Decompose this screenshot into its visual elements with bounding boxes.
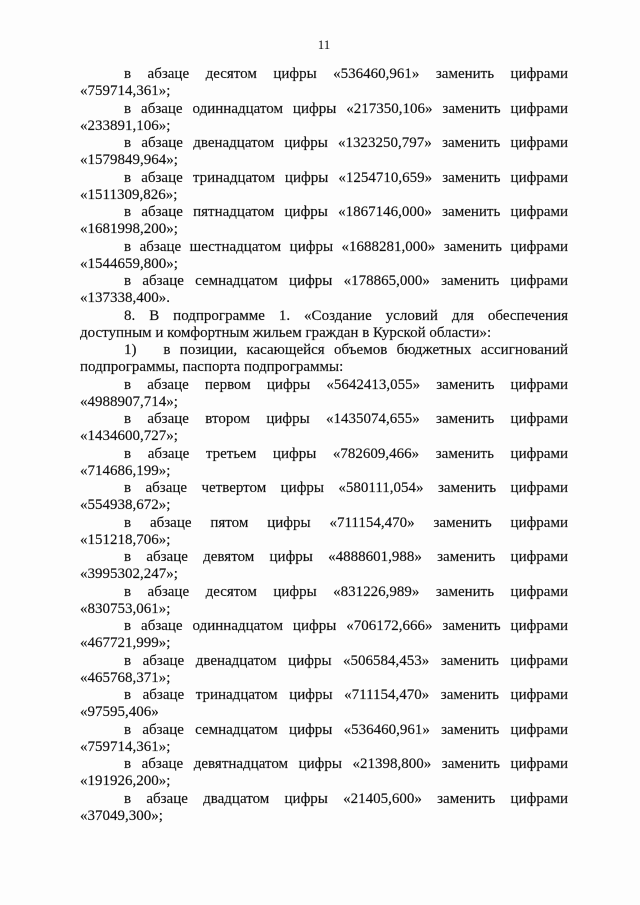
paragraph-last-line: «554938,672»; [80, 497, 171, 514]
amendment-paragraph [80, 135, 568, 170]
paragraph-first-line: 8. В подпрограмме 1. «Создание условий для обеспечения [124, 307, 568, 324]
paragraph-first-line: в абзаце двадцатом цифры «21405,600» заменить цифрами [124, 790, 568, 807]
amendment-paragraph [80, 411, 568, 446]
paragraph-first-line: в абзаце двенадцатом цифры «506584,453» заменить цифрами [124, 652, 568, 669]
amendment-paragraph [80, 653, 568, 688]
paragraph-last-line: «1544659,800»; [80, 255, 178, 272]
amendment-paragraph [80, 273, 568, 308]
paragraph-last-line: «830753,061»; [80, 600, 171, 617]
paragraph-first-line: в абзаце пятнадцатом цифры «1867146,000» заменить цифрами [124, 204, 568, 220]
paragraph-last-line: «1681998,200»; [80, 221, 178, 238]
amendment-paragraph [80, 549, 568, 584]
paragraph-first-line: в абзаце двенадцатом цифры «1323250,797» заменить цифрами [124, 135, 568, 151]
paragraph-first-line: в абзаце семнадцатом цифры «536460,961» заменить цифрами [124, 721, 568, 738]
paragraph-first-line: в абзаце одиннадцатом цифры «217350,106» заменить цифрами [124, 100, 568, 117]
amendment-paragraph [80, 239, 568, 274]
paragraph-first-line: в абзаце втором цифры «1435074,655» заменить цифрами [124, 411, 568, 427]
paragraph-first-line: в абзаце четвертом цифры «580111,054» заменить цифрами [124, 480, 568, 496]
amendment-paragraph [80, 584, 568, 619]
amendment-paragraph [80, 515, 568, 550]
amendment-paragraph [80, 377, 568, 412]
paragraph-last-line: «137338,400». [80, 290, 170, 307]
paragraph-last-line: «3995302,247»; [80, 566, 178, 583]
amendment-paragraph [80, 66, 568, 101]
amendment-paragraph [80, 204, 568, 239]
paragraph-last-line: «191926,200»; [80, 773, 171, 790]
paragraph-first-line [80, 342, 568, 359]
amendment-paragraph [80, 618, 568, 653]
paragraph-last-line: подпрограммы, паспорта подпрограммы: [80, 359, 344, 376]
paragraph-last-line: «1511309,826»; [80, 186, 178, 203]
numbered-item-paragraph [80, 342, 568, 377]
paragraph-first-line: в абзаце шестнадцатом цифры «1688281,000» заменить цифрами [124, 238, 568, 255]
item-text: в позиции, касающейся объемов бюджетных ассигнований [163, 342, 568, 358]
document-body [80, 66, 568, 825]
paragraph-first-line: в абзаце девятом цифры «4888601,988» заменить цифрами [124, 549, 568, 565]
paragraph-first-line: в абзаце девятнадцатом цифры «21398,800» заменить цифрами [124, 756, 568, 772]
amendment-paragraph [80, 791, 568, 826]
paragraph-first-line: в абзаце третьем цифры «782609,466» заменить цифрами [124, 445, 568, 462]
paragraph-last-line: «151218,706»; [80, 531, 171, 548]
paragraph-last-line: «1579849,964»; [80, 152, 178, 169]
paragraph-last-line: «465768,371»; [80, 669, 171, 686]
paragraph-first-line: в абзаце тринадцатом цифры «1254710,659» заменить цифрами [124, 169, 568, 186]
paragraph-last-line: доступным и комфортным жильем граждан в Курской области»: [80, 324, 492, 341]
paragraph-last-line: «759714,361»; [80, 83, 171, 100]
paragraph-first-line: в абзаце семнадцатом цифры «178865,000» заменить цифрами [124, 273, 568, 289]
amendment-paragraph [80, 722, 568, 757]
amendment-paragraph [80, 446, 568, 481]
paragraph-last-line: «759714,361»; [80, 738, 171, 755]
section-heading-paragraph [80, 308, 568, 343]
paragraph-last-line: «97595,406» [80, 704, 159, 721]
paragraph-first-line: в абзаце тринадцатом цифры «711154,470» заменить цифрами [124, 687, 568, 703]
paragraph-last-line: «1434600,727»; [80, 428, 178, 445]
amendment-paragraph [80, 687, 568, 722]
amendment-paragraph [80, 170, 568, 205]
amendment-paragraph [80, 756, 568, 791]
paragraph-last-line: «714686,199»; [80, 462, 171, 479]
page-number: 11 [317, 37, 331, 52]
amendment-paragraph [80, 101, 568, 136]
item-marker: 1) [124, 342, 137, 358]
paragraph-first-line: в абзаце десятом цифры «831226,989» заменить цифрами [124, 583, 568, 600]
paragraph-first-line: в абзаце пятом цифры «711154,470» заменить цифрами [124, 514, 568, 531]
amendment-paragraph [80, 480, 568, 515]
paragraph-last-line: «37049,300»; [80, 807, 163, 824]
paragraph-first-line: в абзаце десятом цифры «536460,961» заменить цифрами [124, 66, 568, 82]
paragraph-last-line: «467721,999»; [80, 635, 171, 652]
paragraph-first-line: в абзаце первом цифры «5642413,055» заменить цифрами [124, 376, 568, 393]
paragraph-first-line: в абзаце одиннадцатом цифры «706172,666» заменить цифрами [124, 618, 568, 634]
paragraph-last-line: «4988907,714»; [80, 393, 178, 410]
paragraph-last-line: «233891,106»; [80, 117, 171, 134]
